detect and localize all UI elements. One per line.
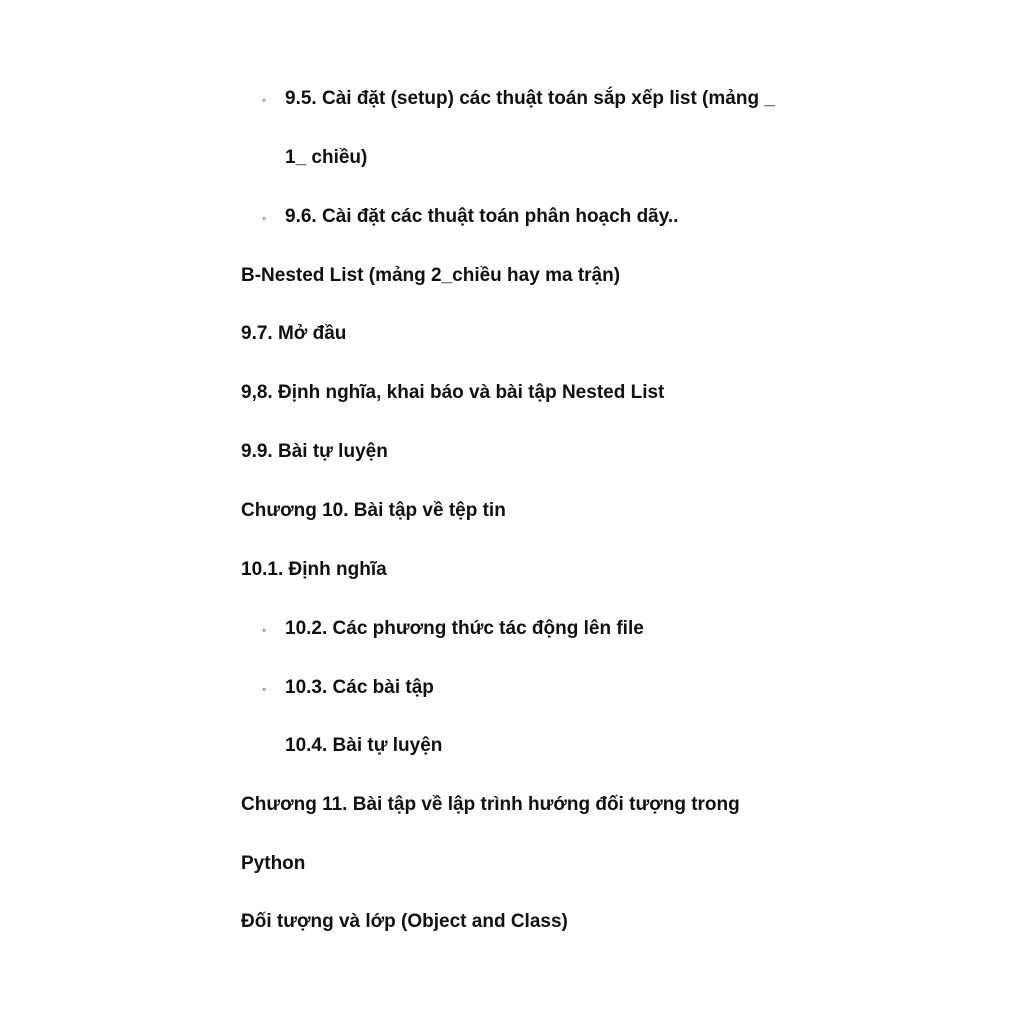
toc-item-9-8: 9,8. Định nghĩa, khai báo và bài tập Nested List (241, 382, 665, 403)
toc-item-10-1: 10.1. Định nghĩa (241, 559, 387, 580)
bullet-icon: ◦ (262, 93, 267, 107)
toc-item-10-3: 10.3. Các bài tập (285, 677, 434, 698)
toc-item-object-class: Đối tượng và lớp (Object and Class) (241, 911, 568, 932)
toc-item-9-9: 9.9. Bài tự luyện (241, 441, 388, 462)
toc-item-9-7: 9.7. Mở đầu (241, 323, 347, 344)
toc-item-9-5: 9.5. Cài đặt (setup) các thuật toán sắp xếp list (mảng _ (285, 88, 775, 109)
toc-heading-nested-list: B-Nested List (mảng 2_chiều hay ma trận) (241, 265, 621, 286)
bullet-icon: ◦ (262, 211, 267, 225)
toc-chapter-11-continued: Python (241, 853, 306, 874)
toc-item-10-2: 10.2. Các phương thức tác động lên file (285, 618, 644, 639)
toc-chapter-11: Chương 11. Bài tập về lập trình hướng đối tượng trong (241, 794, 740, 815)
toc-item-9-5-continued: 1_ chiều) (285, 147, 368, 168)
bullet-icon: ◦ (262, 623, 267, 637)
toc-item-10-4: 10.4. Bài tự luyện (285, 735, 443, 756)
toc-item-9-6: 9.6. Cài đặt các thuật toán phân hoạch dãy.. (285, 206, 679, 227)
bullet-icon: ◦ (262, 682, 267, 696)
toc-chapter-10: Chương 10. Bài tập về tệp tin (241, 500, 506, 521)
